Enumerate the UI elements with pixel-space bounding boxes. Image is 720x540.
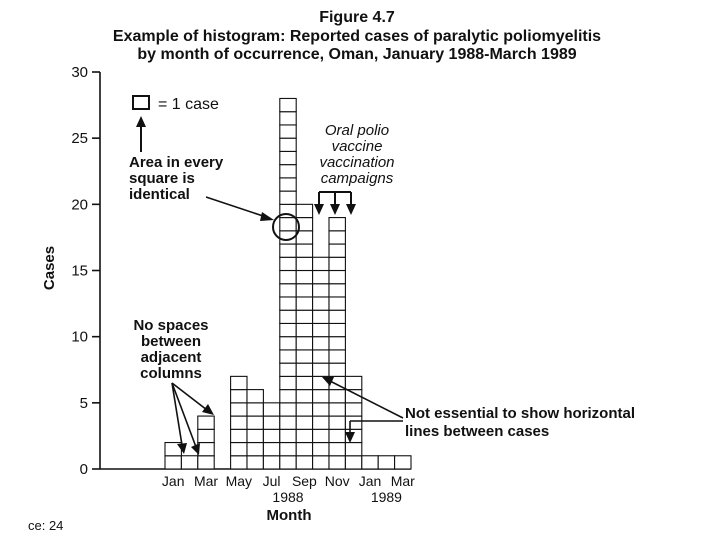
case-square — [296, 416, 312, 429]
case-square — [345, 443, 361, 456]
case-square — [231, 429, 247, 442]
case-square — [280, 151, 296, 164]
case-square — [296, 244, 312, 257]
case-square — [329, 403, 345, 416]
case-square — [280, 429, 296, 442]
case-square — [296, 403, 312, 416]
case-square — [345, 456, 361, 469]
case-square — [313, 363, 329, 376]
annotation-nospace-line-2: between — [140, 333, 202, 350]
case-square — [247, 416, 263, 429]
case-square — [296, 337, 312, 350]
annotation-polio-line-2: vaccine — [331, 138, 383, 155]
x-tick-label-8: Sep — [291, 473, 317, 489]
case-square — [329, 416, 345, 429]
case-square — [231, 376, 247, 389]
case-square — [296, 323, 312, 336]
footer-text: ce: 24 — [28, 518, 64, 533]
case-square — [329, 218, 345, 231]
case-square — [263, 403, 279, 416]
case-square — [247, 403, 263, 416]
x-tick-label-10: Nov — [324, 473, 350, 489]
case-square — [313, 443, 329, 456]
case-square — [329, 297, 345, 310]
case-square — [280, 376, 296, 389]
case-square — [280, 138, 296, 151]
case-square — [181, 456, 197, 469]
case-square — [263, 429, 279, 442]
annotation-area-line-2: square is — [129, 170, 195, 187]
x-tick-label-0: Jan — [161, 473, 185, 489]
case-square — [296, 443, 312, 456]
case-square — [280, 443, 296, 456]
case-square — [296, 271, 312, 284]
x-tick-label-4: May — [225, 473, 253, 489]
case-square — [263, 456, 279, 469]
case-square — [198, 416, 214, 429]
case-square — [313, 297, 329, 310]
case-square — [296, 257, 312, 270]
case-square — [263, 416, 279, 429]
annotation-hlines-line-1: Not essential to show horizontal — [405, 405, 636, 422]
case-square — [296, 310, 312, 323]
case-square — [280, 112, 296, 125]
x-axis-label: Month — [266, 507, 312, 524]
case-square — [329, 310, 345, 323]
case-square — [329, 244, 345, 257]
annotation-area-line-3: identical — [129, 186, 190, 203]
case-square — [280, 165, 296, 178]
x-tick-label-2: Mar — [193, 473, 219, 489]
case-square — [247, 456, 263, 469]
case-square — [313, 416, 329, 429]
case-square — [280, 244, 296, 257]
y-tick-label-30: 30 — [71, 64, 88, 81]
y-tick-label-0: 0 — [79, 461, 88, 478]
case-square — [329, 231, 345, 244]
case-square — [280, 337, 296, 350]
case-square — [198, 429, 214, 442]
bar-oct-1988 — [313, 257, 329, 469]
case-square — [345, 376, 361, 389]
case-square — [313, 271, 329, 284]
case-square — [313, 257, 329, 270]
year-label-1988: 1988 — [272, 489, 304, 505]
case-square — [296, 456, 312, 469]
case-square — [280, 403, 296, 416]
case-square — [280, 271, 296, 284]
case-square — [329, 429, 345, 442]
case-square — [329, 390, 345, 403]
case-square — [280, 390, 296, 403]
y-tick-label-5: 5 — [79, 394, 88, 412]
bar-jun-1988 — [247, 390, 263, 469]
case-square — [329, 337, 345, 350]
case-square — [313, 310, 329, 323]
y-tick-label-15: 15 — [71, 262, 88, 280]
chart-title-line-2: by month of occurrence, Oman, January 1988-March 1989 — [137, 46, 577, 63]
bar-mar-1989 — [395, 456, 411, 469]
case-square — [329, 363, 345, 376]
case-square — [280, 323, 296, 336]
annotation-nospace-line-3: adjacent — [140, 349, 202, 366]
case-square — [329, 456, 345, 469]
case-square — [313, 323, 329, 336]
x-tick-labels — [162, 473, 415, 505]
bar-nov-1988 — [329, 218, 345, 469]
case-square — [329, 443, 345, 456]
annotation-area-arrow-head — [260, 212, 274, 221]
annotation-nospace-line-4: columns — [140, 365, 202, 382]
case-square — [280, 257, 296, 270]
case-square — [280, 297, 296, 310]
case-square — [296, 363, 312, 376]
campaign-arrows — [314, 192, 356, 215]
case-square — [198, 456, 214, 469]
figure-label: Figure 4.7 — [319, 9, 395, 26]
year-label-1989: 1989 — [370, 489, 402, 505]
case-square — [313, 284, 329, 297]
chart-title-line-1: Example of histogram: Reported cases of paralytic poliomyelitis — [112, 28, 602, 45]
bar-aug-1988 — [280, 98, 296, 469]
case-square — [345, 416, 361, 429]
case-square — [231, 456, 247, 469]
legend-arrow-head — [136, 116, 146, 127]
case-square — [313, 390, 329, 403]
y-axis-label: Cases — [41, 245, 58, 291]
case-square — [280, 363, 296, 376]
annotation-hlines-line-2: lines between cases — [405, 423, 550, 440]
case-square — [296, 297, 312, 310]
bar-feb-1989 — [378, 456, 394, 469]
case-square — [280, 191, 296, 204]
case-square — [362, 456, 378, 469]
case-square — [280, 125, 296, 138]
case-square — [280, 456, 296, 469]
y-tick-label-20: 20 — [71, 196, 88, 214]
case-square — [313, 403, 329, 416]
case-square — [296, 376, 312, 389]
case-square — [296, 390, 312, 403]
case-square — [198, 443, 214, 456]
case-square — [280, 178, 296, 191]
annotation-nospace-line-1: No spaces — [133, 317, 209, 334]
case-square — [280, 284, 296, 297]
x-tick-label-6: Jul — [262, 473, 281, 489]
x-tick-label-12: Jan — [358, 473, 382, 489]
case-square — [313, 350, 329, 363]
annotation-area-arrow — [206, 197, 266, 217]
case-square — [329, 323, 345, 336]
case-square — [280, 98, 296, 111]
y-tick-label-25: 25 — [71, 130, 88, 148]
annotation-area-line-1: Area in every — [129, 154, 224, 171]
case-square — [329, 284, 345, 297]
bar-jan-1989 — [362, 456, 378, 469]
case-square — [263, 443, 279, 456]
case-square — [231, 390, 247, 403]
case-square — [247, 429, 263, 442]
bar-may-1988 — [231, 376, 247, 469]
case-square — [231, 443, 247, 456]
bar-feb-1988 — [181, 456, 197, 469]
case-square — [296, 429, 312, 442]
case-square — [247, 390, 263, 403]
x-tick-label-14: Mar — [390, 473, 415, 489]
annotation-polio-line-1: Oral polio — [324, 122, 390, 139]
case-square — [345, 403, 361, 416]
case-square — [231, 403, 247, 416]
case-square — [313, 456, 329, 469]
bar-jul-1988 — [263, 403, 279, 469]
case-square — [313, 337, 329, 350]
case-square — [280, 310, 296, 323]
annotation-polio-line-4: campaigns — [320, 170, 394, 187]
case-square — [329, 350, 345, 363]
case-square — [329, 271, 345, 284]
legend-unit-square — [133, 96, 149, 109]
bar-sep-1988 — [296, 204, 312, 469]
y-tick-label-10: 10 — [71, 328, 88, 346]
case-square — [247, 443, 263, 456]
case-square — [296, 204, 312, 217]
case-square — [329, 257, 345, 270]
case-square — [378, 456, 394, 469]
case-square — [296, 284, 312, 297]
bar-mar-1988 — [198, 416, 214, 469]
case-square — [231, 416, 247, 429]
case-square — [395, 456, 411, 469]
case-square — [313, 429, 329, 442]
annotation-polio-line-3: vaccination — [319, 154, 395, 171]
case-square — [280, 416, 296, 429]
case-square — [165, 456, 181, 469]
case-square — [280, 350, 296, 363]
legend-label: = 1 case — [158, 96, 219, 113]
case-square — [280, 218, 296, 231]
case-square — [296, 350, 312, 363]
